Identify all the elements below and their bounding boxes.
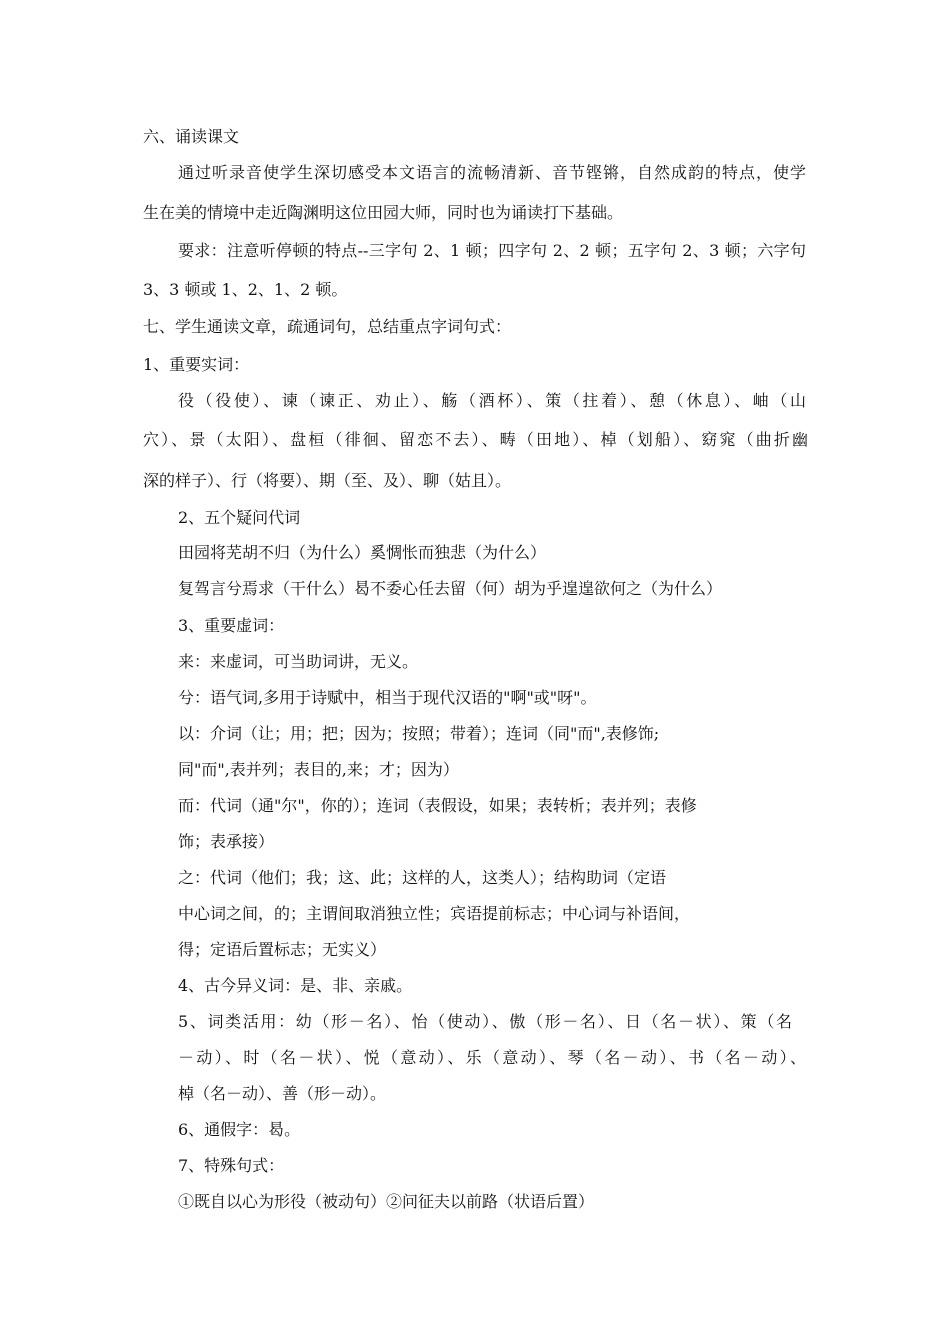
paragraph-line: ①既自以心为形役（被动句）②问征夫以前路（状语后置） — [178, 1192, 595, 1211]
paragraph-line: 深的样子）、行（将要）、期（至、及）、聊（姑且）。 — [143, 471, 512, 490]
paragraph-line: 之：代词（他们；我；这、此；这样的人，这类人）；结构助词（定语 — [178, 868, 667, 887]
subheading: 4、古今异义词：是、非、亲戚。 — [178, 976, 413, 995]
paragraph-line: －动）、时（名－状）、悦（意动）、乐（意动）、琴（名－动）、书（名－动）、 — [178, 1048, 806, 1067]
paragraph-line: 中心词之间，的；主谓间取消独立性；宾语提前标志；中心词与补语间， — [178, 904, 691, 923]
paragraph-line: 同"而",表并列；表目的,来；才；因为） — [178, 760, 459, 779]
paragraph-line: 田园将芜胡不归（为什么）奚惆怅而独悲（为什么） — [178, 543, 547, 562]
paragraph-line: 通过听录音使学生深切感受本文语言的流畅清新、音节铿锵，自然成韵的特点，使学 — [178, 163, 806, 182]
paragraph-line: 得；定语后置标志；无实义） — [178, 940, 387, 959]
paragraph-line: 棹（名－动）、善（形－动）。 — [178, 1084, 387, 1103]
paragraph-line: 5、词类活用：幼（形－名）、怡（使动）、傲（形－名）、日（名－状）、策（名 — [178, 1012, 792, 1031]
paragraph-line: 而：代词（通"尔"，你的）；连词（表假设，如果；表转析；表并列；表修 — [178, 796, 697, 815]
paragraph-line: 复驾言兮焉求（干什么）曷不委心任去留（何）胡为乎遑遑欲何之（为什么） — [178, 579, 723, 598]
paragraph-line: 穴）、景（太阳）、盘桓（徘徊、留恋不去）、畴（田地）、棹（划船）、窈窕（曲折幽 — [143, 430, 808, 449]
subheading: 1、重要实词： — [143, 355, 250, 374]
subheading: 3、重要虚词： — [178, 616, 285, 635]
paragraph-line: 役（役使）、谏（谏正、劝止）、觞（酒杯）、策（拄着）、憩（休息）、岫（山 — [178, 391, 806, 410]
subheading: 7、特殊句式： — [178, 1156, 285, 1175]
paragraph-line: 要求：注意听停顿的特点--三字句 2、1 顿；四字句 2、2 顿；五字句 2、3 顿；六字句 — [178, 241, 806, 260]
paragraph-line: 3、3 顿或 1、2、1、2 顿。 — [143, 280, 348, 299]
paragraph-line: 生在美的情境中走近陶渊明这位田园大师，同时也为诵读打下基础。 — [143, 203, 624, 222]
section-heading-7: 七、学生通读文章，疏通词句，总结重点字词句式： — [143, 317, 512, 336]
paragraph-line: 饰；表承接） — [178, 832, 275, 851]
paragraph-line: 来：来虚词，可当助词讲，无义。 — [178, 652, 419, 671]
paragraph-line: 以：介词（让；用；把；因为；按照；带着）；连词（同"而",表修饰; — [178, 724, 660, 743]
paragraph-line: 兮：语气词,多用于诗赋中，相当于现代汉语的"啊"或"呀"。 — [178, 688, 597, 707]
section-heading-6: 六、诵读课文 — [143, 127, 240, 146]
subheading: 2、五个疑问代词 — [178, 508, 301, 527]
subheading: 6、通假字：曷。 — [178, 1120, 301, 1139]
